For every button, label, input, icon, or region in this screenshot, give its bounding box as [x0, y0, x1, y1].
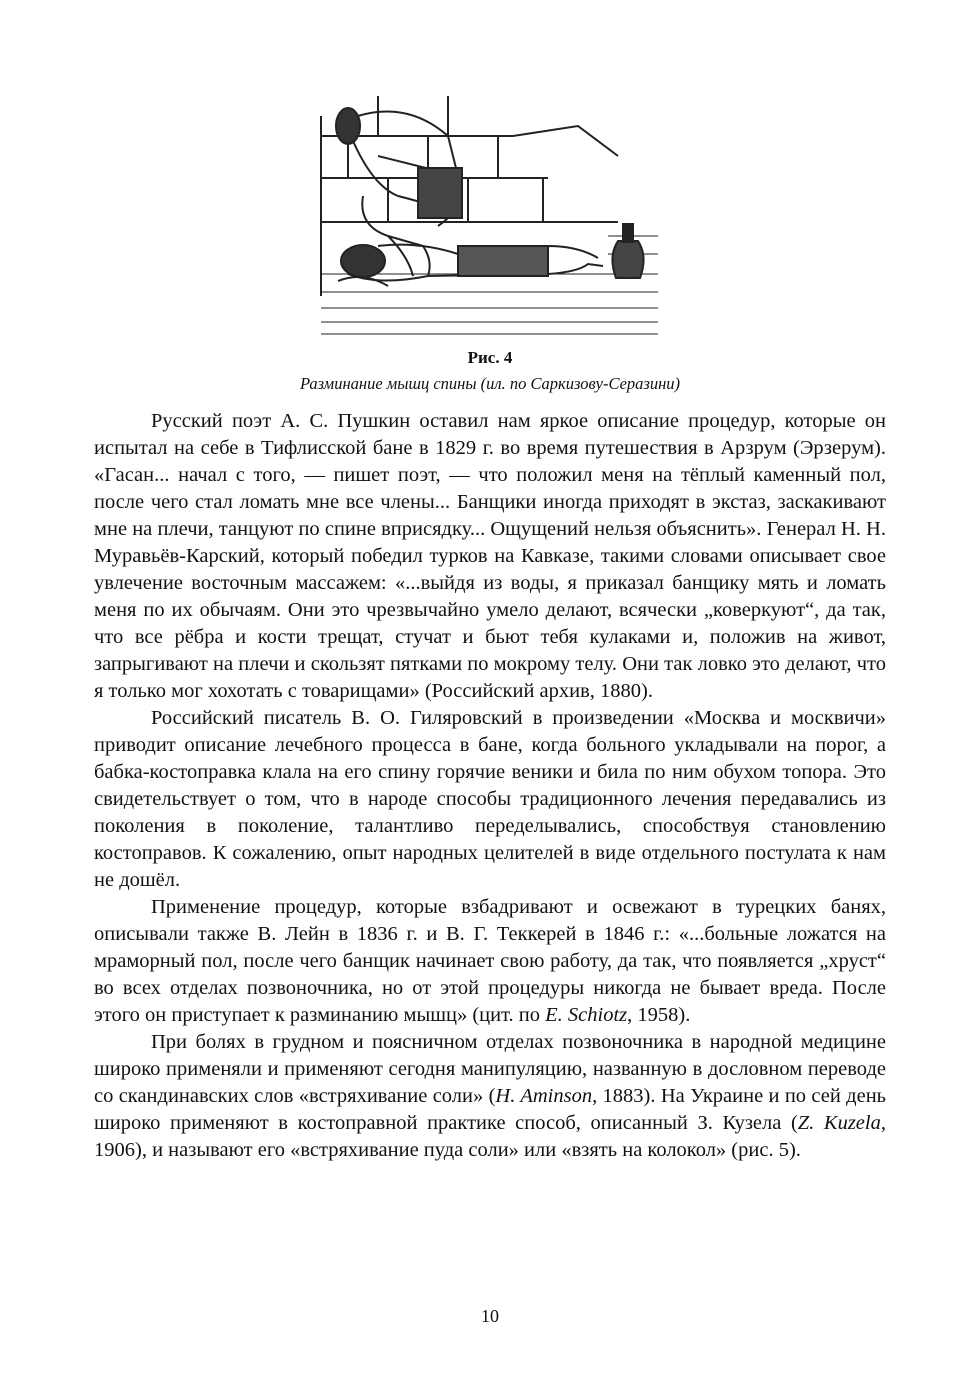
paragraph: [94, 408, 886, 705]
figure-label: Рис. 4: [467, 348, 513, 367]
citation-author: Z. Kuzela: [797, 1112, 881, 1134]
citation-author: E. Schiotz: [545, 1004, 628, 1026]
jug: [612, 224, 643, 278]
paragraph: [94, 894, 886, 1029]
paragraph-text: , 1958).: [627, 1004, 691, 1026]
paragraph-text: , 1906), и называют его «встряхивание пуда соли» или «взять на колокол» (рис. 5).: [94, 1112, 886, 1161]
paragraph-text: Русский поэт А. С. Пушкин оставил нам яркое описание процедур, которые он испытал на себе в Тифлисской бане в 1829 г. во время путешествия в Арзрум (Эрзерум). «Гасан... начал с того, — пишет поэт, — что положил меня на тёплый каменный пол, после чего стал ломать мне все члены... Банщики иногда приходят в экстаз, заскакивают мне на плечи, танцуют по спине вприсядку... Ощущений нельзя объяснить». Генерал Н. Н. Муравьёв-Карский, который победил турков на Кавказе, такими словами описывает свое увлечение восточным массажем: «...выйдя из воды, я приказал банщику мять и ломать меня по их обычаям. Они это чрезвычайно умело делают, всячески „коверкуют“, да так, что все рёбра и кости трещат, стучат и бьют тебя кулаками и, положив на живот, запрыгивают на плечи и скользят пятками по мокрому телу. Они так ловко это делают, что я только мог хохотать с товарищами» (Российский архив, 1880).: [94, 410, 886, 702]
paragraph: [94, 1029, 886, 1164]
paragraph-text: , 1883). На Украине и по сей день широко применяют в костоправной практике способ, описанный З. Кузела (: [94, 1085, 887, 1134]
body-text: [94, 408, 886, 1164]
paragraph-text: При болях в грудном и поясничном отделах позвоночника в народной медицине широко применяли и применяют сегодня манипуляцию, названную в дословном переводе со скандинавских слов «встряхивание соли» (: [94, 1031, 886, 1107]
paragraph: [94, 705, 886, 894]
figure-illustration: [318, 96, 663, 338]
citation-author: H. Aminson: [495, 1085, 593, 1107]
lying-person: [338, 245, 603, 286]
page-number: 10: [481, 1306, 499, 1326]
paragraph-text: Применение процедур, которые взбадривают и освежают в турецких банях, описывали также В. Лейн в 1836 г. и В. Г. Теккерей в 1846 г.: «...больные ложатся на мраморный пол, после чего банщик начинает свою работу, да так, что появляется „хруст“ во всех отделах позвоночника, но от этой процедуры никогда не бывает вреда. После этого он приступает к разминанию мышц» (цит. по: [94, 896, 886, 1026]
bath-massage-illustration: [318, 96, 663, 338]
paragraph-text: Российский писатель В. О. Гиляровский в произведении «Москва и москвичи» приводит описание лечебного процесса в бане, когда больного укладывали на порог, а бабка-костоправка клала на его спину горячие веники и била по ним обухом топора. Это свидетельствует о том, что в народе способы традиционного лечения передавались из поколения в поколение, талантливо переделывались, способствуя становлению костоправов. К сожалению, опыт народных целителей в виде отдельного постулата к нам не дошёл.: [94, 707, 886, 891]
figure-caption: Разминание мышц спины (ил. по Саркизову-Серазини): [299, 374, 681, 393]
